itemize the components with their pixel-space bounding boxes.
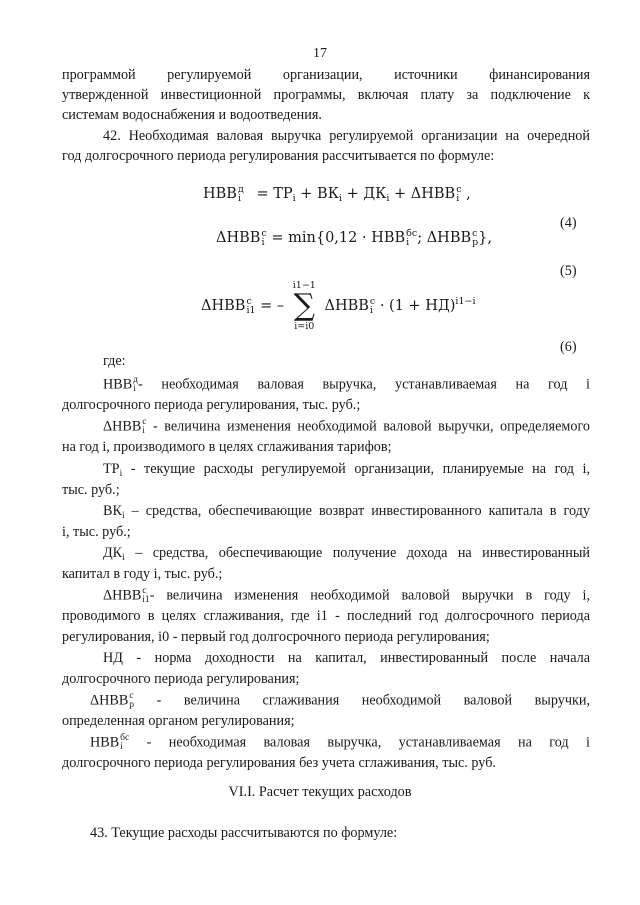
para43: 43. Текущие расходы рассчитываются по формуле:: [90, 825, 398, 841]
def-dk-line-2: капитал в году i, тыс. руб.;: [62, 566, 223, 582]
def-tr-line-1: $ТР_i$ - текущие расходы регулируемой организации, планируемые на год i,: [103, 461, 590, 479]
intro-line-1: программой регулируемой организации, источники финансирования: [62, 67, 590, 83]
def-nvv-d-line-2: долгосрочного периода регулирования, тыс. руб.;: [62, 397, 361, 413]
equation-number-4: (4): [560, 215, 577, 231]
def-tr-line-2: тыс. руб.;: [62, 482, 120, 498]
formula-delta-nvv-i1: ΔНВВ с i1 = – i1−1 ∑ i=i0 ΔНВВ с i · (1 + НД)$^{i1-i}$: [201, 280, 476, 332]
def-vk-line-1: $ВК_i$ – средства, обеспечивающие возврат инвестированного капитала в году: [103, 503, 590, 521]
def-nd-line-2: долгосрочного периода регулирования;: [62, 671, 300, 687]
page-number: 17: [313, 46, 327, 61]
def-nd-line-1: НД - норма доходности на капитал, инвестированный после начала: [103, 650, 590, 666]
intro-line-3: системам водоснабжения и водоотведения.: [62, 107, 322, 123]
def-delta-nvv-i1-line-2: проводимого в целях сглаживания, где i1 - последний год долгосрочного периода: [62, 608, 590, 624]
def-nvv-bs-line-2: долгосрочного периода регулирования без учета сглаживания, тыс. руб.: [62, 755, 496, 771]
intro-line-2: утвержденной инвестиционной программы, включая плату за подключение к: [62, 87, 590, 103]
formula-nvv: НВВ д i = $ТР_i + ВК_i + ДК_i + \Delta НВВ$ с i ,: [203, 184, 471, 204]
def-delta-nvv-i1-line-3: регулирования, i0 - первый год долгосрочного периода регулирования;: [62, 629, 490, 645]
def-delta-nvv-i1-line-1: ΔНВВ с i1 - величина изменения необходимой валовой выручки в году i,: [103, 586, 590, 605]
def-nvv-bs-line-1: НВВ бс i - необходимая валовая выручка, устанавливаемая на год i: [90, 733, 590, 752]
equation-number-5: (5): [560, 263, 577, 279]
para42-line-1: 42. Необходимая валовая выручка регулируемой организации на очередной: [103, 128, 590, 144]
def-nvv-d-line-1: НВВ д i - необходимая валовая выручка, устанавливаемая на год i: [103, 375, 590, 394]
section-title: VI.I. Расчет текущих расходов: [228, 784, 412, 800]
def-vk-line-2: i, тыс. руб.;: [62, 524, 131, 540]
def-delta-nvv-line-1: ΔНВВ с i - величина изменения необходимой валовой выручки, определяемого: [103, 417, 590, 436]
def-delta-nvv-r-line-2: определенная органом регулирования;: [62, 713, 295, 729]
formula-delta-nvv: ΔНВВ с i = min{0,12 · НВВ бс i ; ΔНВВ с р },: [216, 228, 493, 248]
equation-number-6: (6): [560, 339, 577, 355]
where-label: где:: [103, 353, 126, 369]
def-delta-nvv-r-line-1: ΔНВВ с р - величина сглаживания необходимой валовой выручки,: [90, 691, 590, 710]
sum-symbol: i1−1 ∑ i=i0: [292, 280, 316, 332]
def-dk-line-1: $ДК_i$ – средства, обеспечивающие получение дохода на инвестированный: [103, 545, 590, 563]
para42-line-2: год долгосрочного периода регулирования рассчитывается по формуле:: [62, 148, 495, 164]
def-delta-nvv-line-2: на год i, производимого в целях сглаживания тарифов;: [62, 439, 392, 455]
